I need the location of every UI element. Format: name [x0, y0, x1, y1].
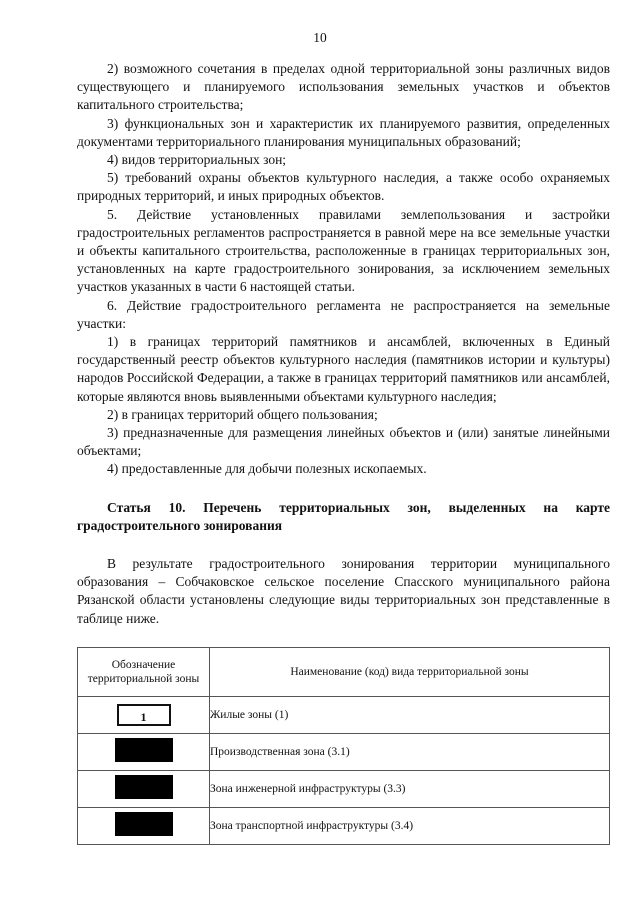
intro-paragraph: В результате градостроительного зонирования территории муниципального образования – Собчаковское сельское поселение Спасского муниципального района Рязанской области установлены следующие виды территориальных зон представленные в таблице ниже.: [77, 556, 610, 626]
table-row: [78, 697, 610, 734]
paragraph: 5. Действие установленных правилами землепользования и застройки градостроительных регламентов распространяется в равной мере на все земельные участки и объекты капитального строительства, расположенные в границах территориальных зон, установленных на карте градостроительного зонирования, за исключением земельных участков указанных в части 6 настоящей статьи.: [77, 206, 610, 295]
table-row: [78, 808, 610, 845]
zone-name: Производственная зона (3.1): [210, 734, 610, 771]
header-zone-name: Наименование (код) вида территориальной зоны: [210, 648, 610, 697]
zone-code-cell: [78, 734, 210, 771]
zone-swatch: [115, 738, 173, 762]
paragraph: 1) в границах территорий памятников и ансамблей, включенных в Единый государственный реестр объектов культурного наследия (памятников истории и культуры) народов Российской Федерации, а также в границах территорий памятников или ансамблей, которые являются вновь выявленными объектами культурного наследия;: [77, 334, 610, 404]
zones-table: [77, 647, 610, 845]
table-header-row: [78, 648, 610, 697]
paragraph: 3) предназначенные для размещения линейных объектов и (или) занятые линейными объектами;: [77, 425, 610, 459]
paragraph: 2) в границах территорий общего пользования;: [107, 406, 378, 422]
page-number: 10: [313, 30, 327, 45]
zone-code-box: 1: [117, 704, 171, 726]
table-row: [78, 771, 610, 808]
paragraph: 3) функциональных зон и характеристик их планируемого развития, определенных документами территориального планирования муниципальных образований;: [77, 115, 610, 149]
zone-swatch: [115, 775, 173, 799]
document-body: [77, 60, 610, 628]
zone-code-cell: [78, 697, 210, 734]
table-row: [78, 734, 610, 771]
zone-code-cell: [78, 808, 210, 845]
zone-swatch: [115, 812, 173, 836]
article-heading: Статья 10. Перечень территориальных зон, выделенных на карте градостроительного зонирования: [77, 499, 610, 533]
zone-name: Зона инженерной инфраструктуры (3.3): [210, 771, 610, 808]
paragraph: 6. Действие градостроительного регламента не распространяется на земельные участки:: [77, 297, 610, 331]
zone-code-cell: [78, 771, 210, 808]
zone-name: Зона транспортной инфраструктуры (3.4): [210, 808, 610, 845]
paragraph: 2) возможного сочетания в пределах одной территориальной зоны различных видов существующего и планируемого использования земельных участков и объектов капитального строительства;: [77, 61, 610, 113]
paragraph: 4) предоставленные для добычи полезных ископаемых.: [107, 461, 427, 477]
zone-name: Жилые зоны (1): [210, 697, 610, 734]
paragraph: 5) требований охраны объектов культурного наследия, а также особо охраняемых природных территорий, и иных природных объектов.: [77, 170, 610, 204]
header-zone-code: Обозначение территориальной зоны: [78, 648, 210, 697]
paragraph: 4) видов территориальных зон;: [107, 152, 287, 168]
